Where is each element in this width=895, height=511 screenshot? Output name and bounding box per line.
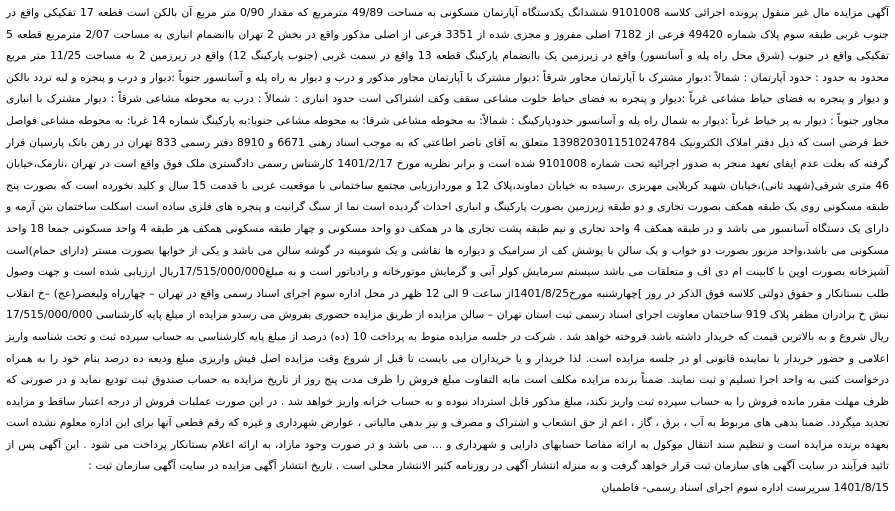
notice-body: آگهی مزایده مال غیر منقول پرونده اجرائی کلاسه 9101008 ششدانگ یکدستگاه آپارتمان مسکونی به مساحت 49/89 مترمربع که مقدار 0/90 متر مربع آن بالکن است قطعه 17 تفکیکی واقع در جنوب غربی طبقه سوم پلاک شماره 49420 فرعی از 7182 اصلی مفروز و مجزی شده از 3351 فرعی از اصلی مذکور واقع در بخش 2 تهران باانضمام انباری به مساحت 2/07 مترمربع قطعه 5 تفکیکی واقع در جنوب (شرق محل راه پله و آسانسور) واقع در زیرزمین یک باانضمام پارکینگ قطعه 13 واقع در سمت غربی (جنوب پارکینگ 12) واقع در زیرزمین 2 به مساحت 11/25 متر مربع محدود به حدود : حدود آپارتمان : شمالاً :دیوار مشترک با آپارتمان مجاور شرقاً :دیوار مشترک با آپارتمان مجاور مذکور و درب و دیوار به راه پله و آسانسور جنوباً :دیوار و درب و پنجره و لبه تردد بالکن و دیوار و پنجره به فضای حیاط مشاعی غرباً :دیوار و پنجره به فضای حیاط خلوت مشاعی سقف وکف اشتراکی است حدود انباری : شمالاً : درب به محوطه مشاعی شرقاً : دیوار مشترک با انباری مجاور جنوباً : دیوار به پر خیاط غرباً :دیوار به شمال راه پله و آسانسور حدودپارکینگ : شمالاً: به محوطه مشاعی شرقا: به محوطه مشاعی جنوبا:به پارکینگ شماره 14 غربا: به محوطه مشاعی فواصل خط فرضی است که ذیل دفتر املاک الکترونیک 139820301151024784 متعلق به آقای ناصر اطاعتی که به موجب اسناد رهنی 6671 و 8910 دفتر رسمی 833 تهران در رهن بانک پارسیان قرار گرفته که بعلت عدم ایفای تعهد منجر به صدور اجرائیه تحت شماره 9101008 شده است و برابر نظریه مورخ 1401/2/17 کارشناس رسمی دادگستری ملک فوق واقع است در تهران ،نارمک،خیابان 46 متری شرقی(شهید ثانی)،خیابان شهید کربلایی مهربزی ،رسیده به خیابان دماوند،پلاک 12 و موردارزیابی مجتمع ساختمانی با موقعیت غربی با قدمت 15 سال و کلید نخورده است که بصورت پنج طبقه مسکونی روی یک طبقه همکف بصورت تجاری و دو طبقه زیرزمین بصورت پارکینگ و انباری احداث گردیده است نما از سنگ گرانیت و پنجره های فلزی ساده است اسکلت ساختمان بتن آرمه و دارای یک دستگاه آسانسور می باشد و در طبقه همکف 4 واحد تجاری و نیم طبقه پشت تجاری ها در همکف دو واحد مسکونی و چهار طبقه مسکونی همکف هر طبقه 4 واحد مسکونی جمعا 18 واحد مسکونی می باشد،واحد مزبور بصورت دو خواب و یک سالن با پوشش کف از سرامیک و دیواره ها نقاشی و یک شومینه در گوشه سالن می باشد و یکی از خوابها بصورت مستر (دارای حمام)است آشپزخانه بصورت اوپن با کابینت ام دی اف و متعلقات می باشد سیستم سرمایش کولر آبی و گرمایش موتورخانه و رادیاتور است و به مبلغ17/515/000/000ریال ارزیابی شده است و جهت وصول طلب بستانکار و حقوق دولتی کلاسه فوق الذکر در روز ]چهارشنبه مورخ1401/8/25از ساعت 9 الی 12 ظهر در محل اداره سوم اجرای اسناد رسمی واقع در تهران – چهارراه ولیعصر(عج) –خ انقلاب نبش خ برادران مظفر پلاک 919 ساختمان معاونت اجرای اسناد رسمی ثبت استان تهران – سالن مزایده از طریق مزایده حضوری بفروش می رسدو مزایده از مبلغ پایه کارشناسی 17/515/000/000 ریال شروع و به بالاترین قیمت که خریدار داشته باشد فروخته خواهد شد . شرکت در جلسه مزایده منوط به پرداخت 10 (ده) درصد از مبلغ پایه کارشناسی به حساب سپرده ثبت و تحت شناسه واریز اعلامی و حضور خریدار یا نماینده قانونی او در جلسه مزایده است. لذا خریدار و یا خریداران می بایست تا قبل از شروع وقت مزایده اصل فیش واریزی مبلغ ودیعه ده درصد بنام خود را به همراه درخواست کتبی به واحد اجرا تسلیم و ثبت نمایند. ضمناً برنده مزایده مکلف است مابه التفاوت مبلغ فروش را ظرف مدت پنج روز از تاریخ مزایده به حساب صندوق ثبت تودیع نماید و در صورتی که ظرف مهلت مقرر مانده فروش را به حساب سپرده ثبت واریز نکند، مبلغ مذکور قابل استرداد نبوده و به حساب خزانه واریز خواهد شد . در این صورت عملیات فروش از درجه اعتبار ساقط و مزایده تجدید میگردد. ضمنا بدهی های مربوط به آب ، برق ، گاز ، اعم از حق انشعاب و اشتراک و مصرف و نیز بدهی مالیاتی ، عوارض شهرداری و غیره که رقم قطعی آنها برای این اداره معلوم نشده است بعهده برنده مزایده است و تنظیم سند انتقال موکول به ارائه مفاصا حسابهای دارایی و شهرداری و ... می باشد و در صورت وجود مازاد، به ارائه اعلام بستانکار پرداخت می شود . این آگهی پس از تائید فرآیند در سایت آگهی های سازمان ثبت قرار خواهد گرفت و به منزله انتشار آگهی در روزنامه کثیر الانتشار محلی است . تاریخ انتشار آگهی مزایده در سایت آگهی سازمان ثبت : xyxy=(6,6,890,473)
notice-footer: 1401/8/15 سرپرست اداره سوم اجرای اسناد رسمی- فاطمیان xyxy=(601,481,889,495)
